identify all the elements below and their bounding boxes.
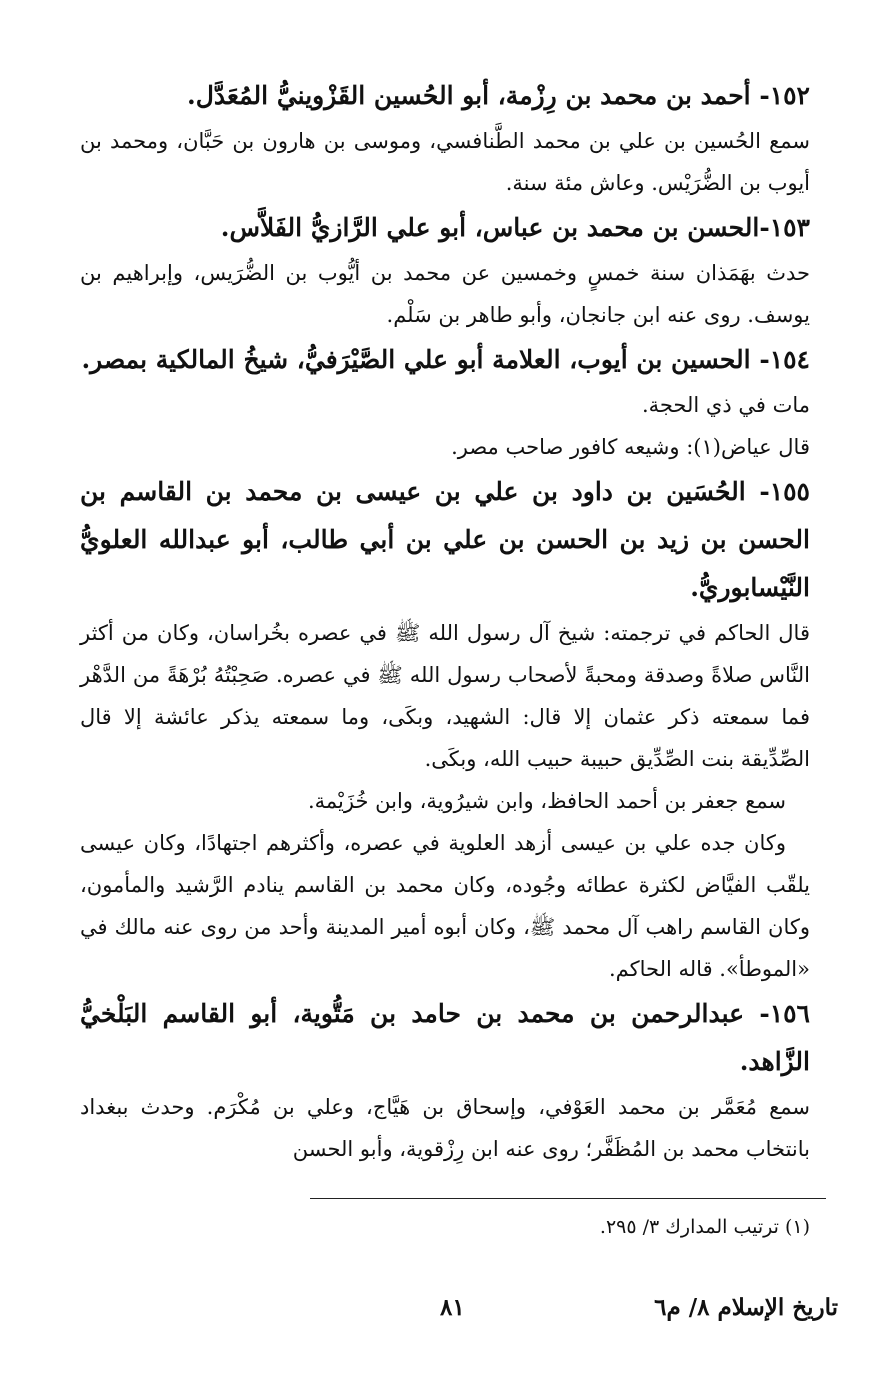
entry-heading-152: ١٥٢- أحمد بن محمد بن رِزْمة، أبو الحُسين القَزْوينيُّ المُعَدَّل. xyxy=(187,81,810,110)
entry-text-154-1: مات في ذي الحجة. xyxy=(641,393,810,417)
entry-text-152-1: سمع الحُسين بن علي بن محمد الطَّنافسي، وموسى بن هارون بن حَبَّان، ومحمد بن أيوب بن الضُّرَيْس. وعاش مئة سنة. xyxy=(80,129,810,195)
entry-heading-153: ١٥٣-الحسن بن محمد بن عباس، أبو علي الرَّازيُّ الفَلاَّس. xyxy=(220,213,810,242)
entry-text-155-3: وكان جده علي بن عيسى أزهد العلوية في عصره، وأكثرهم اجتهادًا، وكان عيسى يلقّب الفيَّاض لكثرة عطائه وجُوده، وكان محمد بن القاسم ينادم الرَّشيد والمأمون، وكان القاسم راهب آل محمد ﷺ، وكان أبوه أمير المدينة وأحد من روى عنه مالك في «الموطأ». قاله الحاكم. xyxy=(80,831,810,981)
entry-heading-156: ١٥٦- عبدالرحمن بن محمد بن حامد بن مَتُّوية، أبو القاسم البَلْخيُّ الزَّاهد. xyxy=(80,999,810,1076)
book-reference: تاريخ الإسلام ٨/ م٦ xyxy=(654,1294,838,1321)
entry-heading-155: ١٥٥- الحُسَين بن داود بن علي بن عيسى بن محمد بن القاسم بن الحسن بن زيد بن الحسن بن علي بن أبي طالب، أبو عبدالله العلويُّ النَّيْسابوريُّ. xyxy=(80,477,810,602)
footnote: (١) ترتيب المدارك ٣/ ٢٩٥. xyxy=(599,1216,810,1238)
footnote-separator xyxy=(310,1198,826,1199)
page-footer xyxy=(40,1294,838,1334)
entry-text-155-2: سمع جعفر بن أحمد الحافظ، وابن شيرُوية، وابن خُزَيْمة. xyxy=(307,789,786,813)
entry-text-156-1: سمع مُعَمَّر بن محمد العَوْفي، وإسحاق بن هَيَّاج، وعلي بن مُكْرَم. وحدث ببغداد بانتخاب محمد بن المُظَفَّر؛ روى عنه ابن رِزْقوية، وأبو الحسن xyxy=(80,1095,810,1161)
entry-heading-154: ١٥٤- الحسين بن أيوب، العلامة أبو علي الصَّيْرَفيُّ، شيخُ المالكية بمصر. xyxy=(81,345,810,374)
entry-text-153-1: حدث بهَمَذان سنة خمسٍ وخمسين عن محمد بن أيُّوب بن الضُّرَيس، وإبراهيم بن يوسف. روى عنه ابن جانجان، وأبو طاهر بن سَلْم. xyxy=(80,261,810,327)
entry-text-155-1: قال الحاكم في ترجمته: شيخ آل رسول الله ﷺ في عصره بخُراسان، وكان من أكثر النَّاس صلاةً وصدقة ومحبةً لأصحاب رسول الله ﷺ في عصره. صَحِبْتُهُ بُرْهَةً من الدَّهْر فما سمعته ذكر عثمان إلا قال: الشهيد، وبكَى، وما سمعته يذكر عائشة إلا قال الصِّدِّيقة بنت الصِّدِّيق حبيبة حبيب الله، وبكَى. xyxy=(80,621,810,771)
page-number: ٨١ xyxy=(440,1294,465,1321)
page-text xyxy=(80,72,810,1170)
entry-text-154-2: قال عياض(١): وشيعه كافور صاحب مصر. xyxy=(451,435,810,459)
